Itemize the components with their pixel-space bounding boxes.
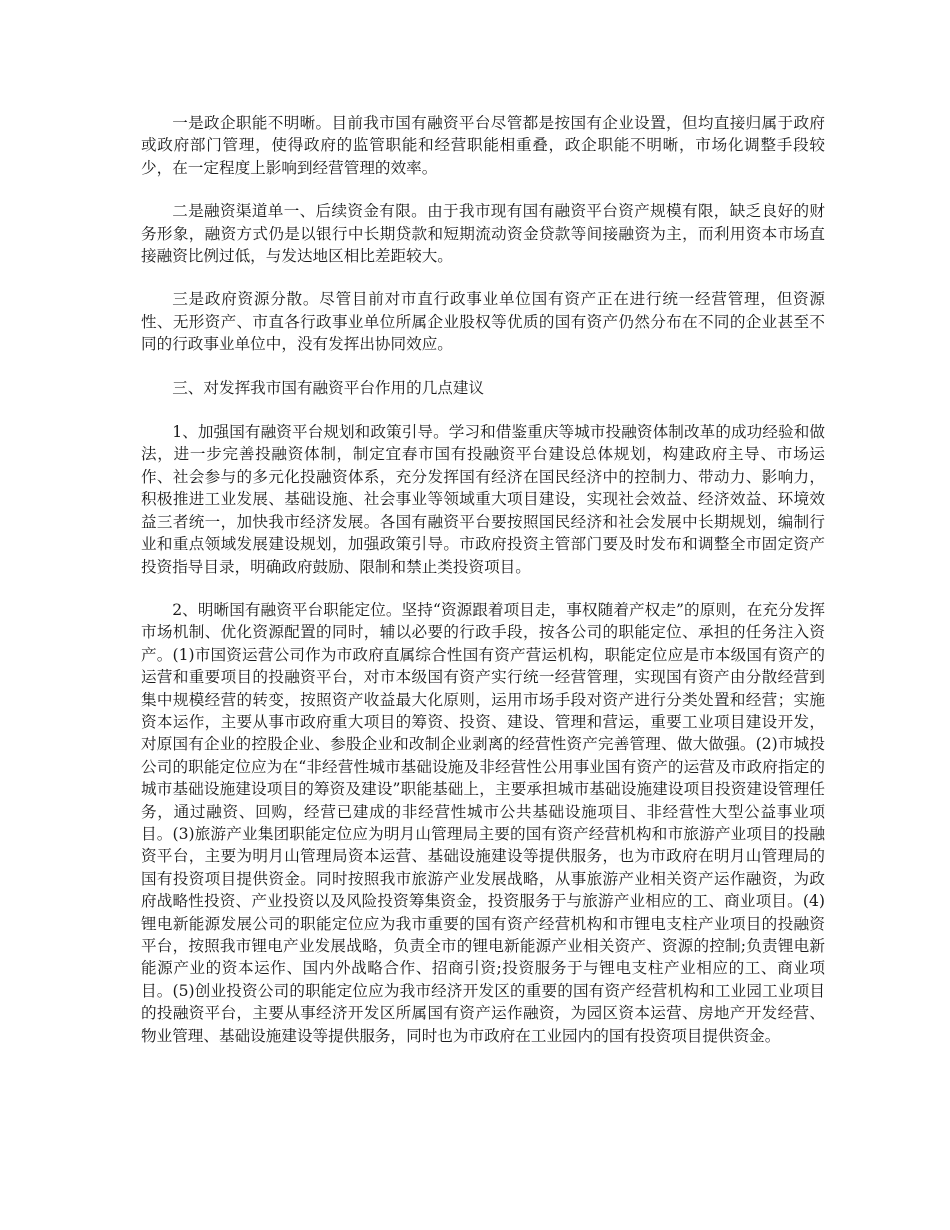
section-heading-suggestions: 三、对发挥我市国有融资平台作用的几点建议 xyxy=(172,378,485,397)
paragraph-planning-policy-guidance: 1、加强国有融资平台规划和政策引导。学习和借鉴重庆等城市投融资体制改革的成功经验和做法，进一步完善投融资体制，制定宜春市国有投融资平台建设总体规划，构建政府主导、市场运作、社会参与的多元化投融资体系，充分发挥国有经济在国民经济中的控制力、带动力、影响力，积极推进工业发展、基础设施、社会事业等领域重大项目建设，实现社会效益、经济效益、环境效益三者统一，加快我市经济发展。各国有融资平台要按照国民经济和社会发展中长期规划，编制行业和重点领域发展建设规划，加强政策引导。市政府投资主管部门要及时发布和调整全市固定资产投资指导目录，明确政府鼓励、限制和禁止类投资项目。 xyxy=(141,423,825,576)
paragraph-single-financing-channel: 二是融资渠道单一、后续资金有限。由于我市现有国有融资平台资产规模有限，缺乏良好的财务形象，融资方式仍是以银行中长期贷款和短期流动资金贷款等间接融资为主，而利用资本市场直接融资比例过低，与发达地区相比差距较大。 xyxy=(141,202,825,266)
paragraph-scattered-government-resources: 三是政府资源分散。尽管目前对市直行政事业单位国有资产正在进行统一经营管理，但资源性、无形资产、市直各行政事业单位所属企业股权等优质的国有资产仍然分布在不同的企业甚至不同的行政事业单位中，没有发挥出协同效应。 xyxy=(141,290,825,354)
paragraph-function-positioning: 2、明晰国有融资平台职能定位。坚持“资源跟着项目走，事权随着产权走”的原则，在充分发挥市场机制、优化资源配置的同时，辅以必要的行政手段，按各公司的职能定位、承担的任务注入资产。(1)市国资运营公司作为市政府直属综合性国有资产营运机构，职能定位应是市本级国有资产的运营和重要项目的投融资平台，对市本级国有资产实行统一经营管理，实现国有资产由分散经营到集中规模经营的转变，按照资产收益最大化原则，运用市场手段对资产进行分类处置和经营；实施资本运作，主要从事市政府重大项目的筹资、投资、建设、管理和营运，重要工业项目建设开发，对原国有企业的控股企业、参股企业和改制企业剥离的经营性资产完善管理、做大做强。(2)市城投公司的职能定位应为在“非经营性城市基础设施及非经营性公用事业国有资产的运营及市政府指定的城市基础设施建设项目的筹资及建设”职能基础上，主要承担城市基础设施建设项目投资建设管理任务，通过融资、回购，经营已建成的非经营性城市公共基础设施项目、非经营性大型公益事业项目。(3)旅游产业集团职能定位应为明月山管理局主要的国有资产经营机构和市旅游产业项目的投融资平台，主要为明月山管理局资本运营、基础设施建设等提供服务，也为市政府在明月山管理局的国有投资项目提供资金。同时按照我市旅游产业发展战略，从事旅游产业相关资产运作融资，为政府战略性投资、产业投资以及风险投资筹集资金，投资服务于与旅游产业相应的工、商业项目。(4)锂电新能源发展公司的职能定位应为我市重要的国有资产经营机构和市锂电支柱产业项目的投融资平台，按照我市锂电产业发展战略，负责全市的锂电新能源产业相关资产、资源的控制;负责锂电新能源产业的资本运作、国内外战略合作、招商引资;投资服务于与锂电支柱产业相应的工、商业项目。(5)创业投资公司的职能定位应为我市经济开发区的重要的国有资产经营机构和工业园工业项目的投融资平台，主要从事经济开发区所属国有资产运作融资，为园区资本运营、房地产开发经营、物业管理、基础设施建设等提供服务，同时也为市政府在工业园内的国有投资项目提供资金。 xyxy=(141,600,825,1045)
document-body xyxy=(141,112,825,1047)
paragraph-government-enterprise-functions: 一是政企职能不明晰。目前我市国有融资平台尽管都是按国有企业设置，但均直接归属于政府或政府部门管理，使得政府的监管职能和经营职能相重叠，政企职能不明晰，市场化调整手段较少，在一定程度上影响到经营管理的效率。 xyxy=(141,114,825,177)
